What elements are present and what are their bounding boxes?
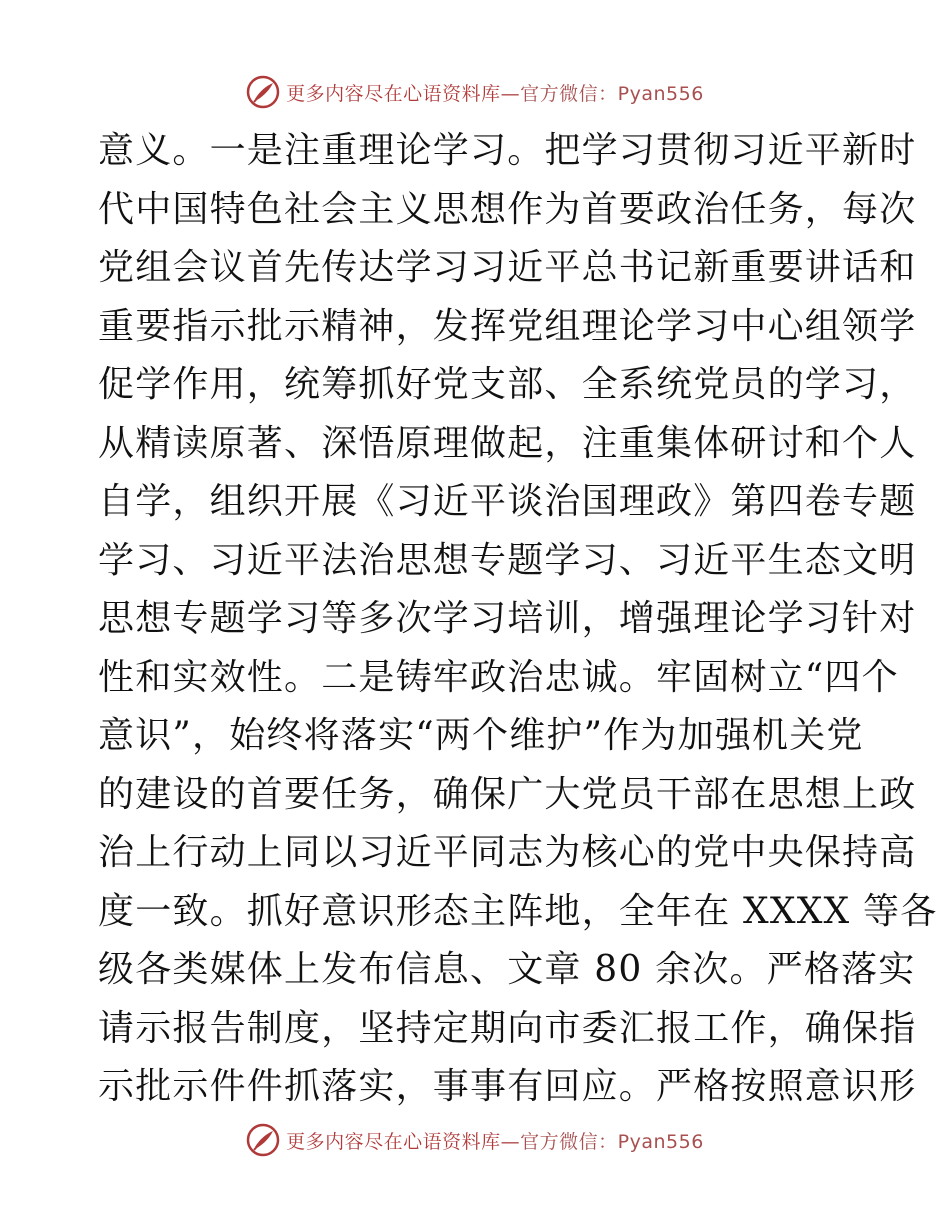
header-watermark [0, 72, 950, 112]
text-line: 度一致。抓好意识形态主阵地，全年在 XXXX 等各 [98, 890, 938, 932]
document-body [98, 122, 938, 1117]
feather-logo-icon [246, 75, 280, 109]
text-line: 请示报告制度，坚持定期向市委汇报工作，确保指 [98, 1007, 917, 1049]
text-line: 性和实效性。二是铸牢政治忠诚。牢固树立“四个 [98, 656, 899, 698]
feather-logo-icon [246, 1123, 280, 1157]
text-line: 学习、习近平法治思想专题学习、习近平生态文明 [98, 539, 917, 581]
text-line: 从精读原著、深悟原理做起，注重集体研讨和个人 [98, 422, 917, 464]
watermark-brand: 更多内容尽在心语资料库 [286, 82, 501, 105]
watermark-dash: — [500, 1130, 521, 1153]
text-line: 的建设的首要任务，确保广大党员干部在思想上政 [98, 773, 917, 815]
text-line: 促学作用，统筹抓好党支部、全系统党员的学习， [98, 364, 917, 405]
footer-watermark [0, 1120, 950, 1160]
text-line: 意义。一是注重理论学习。把学习贯彻习近平新时 [98, 130, 917, 171]
watermark-text [286, 79, 704, 106]
text-line: 治上行动上同以习近平同志为核心的党中央保持高 [98, 832, 917, 873]
watermark-wechat: 官方微信：Pyan556 [520, 1130, 704, 1153]
watermark-wechat: 官方微信：Pyan556 [520, 82, 704, 105]
text-line: 示批示件件抓落实，事事有回应。严格按照意识形 [98, 1066, 917, 1107]
text-line: 党组会议首先传达学习习近平总书记新重要讲话和 [98, 247, 917, 288]
text-line: 意识”，始终将落实“两个维护”作为加强机关党 [98, 715, 864, 756]
watermark-text [286, 1127, 704, 1154]
text-line: 重要指示批示精神，发挥党组理论学习中心组领学 [98, 305, 917, 347]
watermark-brand: 更多内容尽在心语资料库 [286, 1130, 501, 1153]
text-line: 代中国特色社会主义思想作为首要政治任务，每次 [98, 188, 917, 230]
text-line: 级各类媒体上发布信息、文章 80 余次。严格落实 [98, 949, 916, 990]
text-line: 思想专题学习等多次学习培训，增强理论学习针对 [98, 598, 917, 639]
watermark-dash: — [500, 82, 521, 105]
text-line: 自学，组织开展《习近平谈治国理政》第四卷专题 [98, 481, 917, 522]
